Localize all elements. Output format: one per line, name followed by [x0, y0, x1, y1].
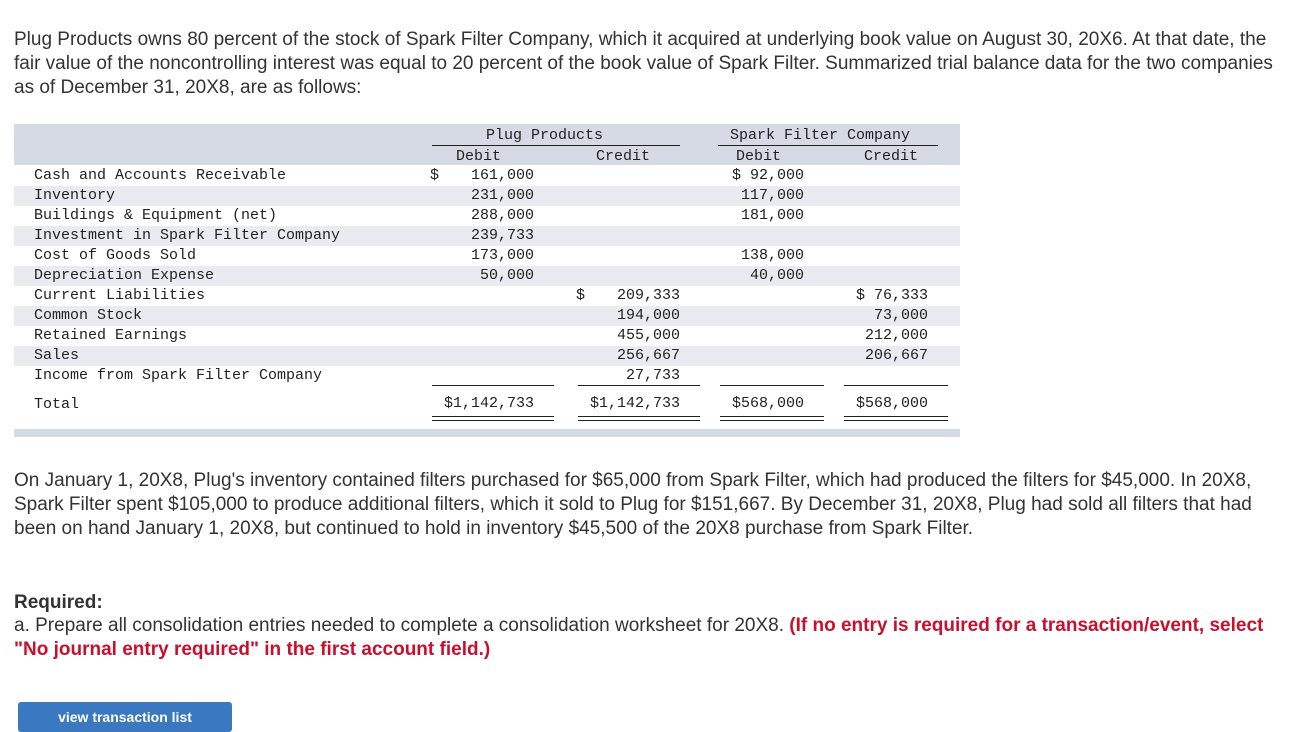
- spark-debit-value: 40,000: [749, 267, 804, 284]
- spark-debit-value: 138,000: [740, 247, 804, 264]
- plug-debit-value: 161,000: [470, 167, 534, 184]
- spark-credit-total: $568,000: [855, 395, 928, 412]
- plug-debit-value: 173,000: [470, 247, 534, 264]
- row-label: Sales: [34, 347, 80, 364]
- spark-credit-value: 206,667: [864, 347, 928, 364]
- row-label: Retained Earnings: [34, 327, 188, 344]
- spark-credit-value: $ 76,333: [855, 287, 928, 304]
- spark-credit-total-line: [844, 385, 948, 386]
- row-stripe: [14, 306, 960, 326]
- plug-credit-value: 256,667: [616, 347, 680, 364]
- spark-credit-header: Credit: [864, 148, 919, 165]
- plug-credit-dollar-sign: $: [576, 287, 586, 304]
- spark-debit-total-line: [720, 385, 824, 386]
- row-stripe: [14, 346, 960, 366]
- spark-debit-double-rule: [720, 416, 824, 421]
- plug-debit-header: Debit: [456, 148, 502, 165]
- plug-debit-total: $1,142,733: [443, 395, 534, 412]
- required-heading: Required:: [14, 592, 103, 613]
- plug-credit-value: 455,000: [616, 327, 680, 344]
- row-label: Cash and Accounts Receivable: [34, 167, 287, 184]
- spark-credit-value: 212,000: [864, 327, 928, 344]
- view-transaction-list-button[interactable]: view transaction list: [18, 702, 232, 732]
- row-label: Inventory: [34, 187, 116, 204]
- plug-debit-value: 288,000: [470, 207, 534, 224]
- plug-credit-header: Credit: [596, 148, 651, 165]
- spark-header-underline: [718, 145, 938, 146]
- spark-credit-double-rule: [844, 416, 948, 421]
- plug-credit-value: 194,000: [616, 307, 680, 324]
- problem-details: On January 1, 20X8, Plug's inventory contained filters purchased for $65,000 from Spark Filter, which had produced the filters for $45,000. In 20X8, Spark Filter spent $105,000 to produce additional filters, which it sold to Plug for $151,667. By December 31, 20X8, Plug had sold all filters that had been on hand January 1, 20X8, but continued to hold in inventory $45,500 of the 20X8 purchase from Spark Filter.: [14, 470, 1252, 539]
- spark-debit-header: Debit: [736, 148, 782, 165]
- spark-credit-value: 73,000: [873, 307, 928, 324]
- plug-debit-value: 239,733: [470, 227, 534, 244]
- plug-credit-double-rule: [578, 416, 700, 421]
- plug-debit-value: 50,000: [479, 267, 534, 284]
- row-label: Depreciation Expense: [34, 267, 215, 284]
- plug-credit-total-line: [578, 385, 700, 386]
- total-label: Total: [34, 396, 80, 413]
- required-note: (If no entry is required for a transaction/event, select "No journal entry required" in the first account field.): [14, 615, 1264, 660]
- problem-intro: Plug Products owns 80 percent of the stock of Spark Filter Company, which it acquired at underlying book value on August 30, 20X6. At that date, the fair value of the noncontrolling interest was equal to 20 percent of the book value of Spark Filter. Summarized trial balance data for the two companies as of December 31, 20X8, are as follows:: [14, 29, 1273, 98]
- spark-debit-value: 181,000: [740, 207, 804, 224]
- trial-balance-table: [14, 124, 960, 437]
- row-label: Income from Spark Filter Company: [34, 367, 323, 384]
- plug-debit-dollar-sign: $: [430, 167, 440, 184]
- spark-debit-value: 117,000: [740, 187, 804, 204]
- spark-debit-value: $ 92,000: [731, 167, 804, 184]
- plug-credit-total: $1,142,733: [589, 395, 680, 412]
- spark-filter-header: Spark Filter Company: [730, 127, 911, 144]
- row-label: Current Liabilities: [34, 287, 206, 304]
- spark-debit-total: $568,000: [731, 395, 804, 412]
- plug-products-header: Plug Products: [486, 127, 604, 144]
- row-label: Buildings & Equipment (net): [34, 207, 278, 224]
- plug-credit-value: 27,733: [625, 367, 680, 384]
- row-label: Cost of Goods Sold: [34, 247, 197, 264]
- row-label: Investment in Spark Filter Company: [34, 227, 341, 244]
- required-instruction: [14, 614, 1276, 662]
- plug-header-underline: [432, 145, 680, 146]
- row-label: Common Stock: [34, 307, 143, 324]
- plug-credit-value: 209,333: [616, 287, 680, 304]
- plug-debit-value: 231,000: [470, 187, 534, 204]
- plug-debit-double-rule: [432, 416, 554, 421]
- plug-debit-total-line: [432, 385, 554, 386]
- required-text: a. Prepare all consolidation entries needed to complete a consolidation worksheet for 20X8.: [14, 615, 784, 636]
- table-footer-band: [14, 429, 960, 437]
